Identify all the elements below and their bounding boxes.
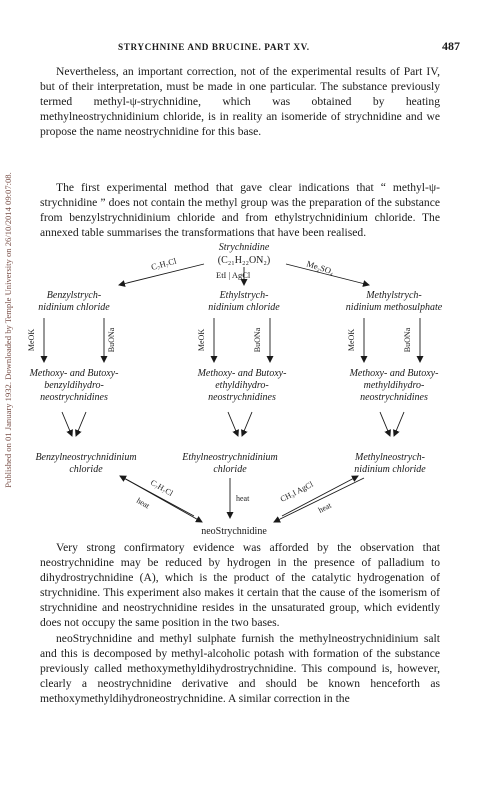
- ethyl-salt-line-2: nidinium chloride: [208, 302, 280, 313]
- benzylneo-salt-line-2: chloride: [69, 464, 103, 475]
- paragraph-3: Very strong confirmatory evidence was afforded by the observation that neostrychnidine may be reduced by hydrogen in the presence of palladium to dihydrostrychnidine (A), which is the product of the catalytic hydrogenation of strychnidine. This experiment also makes it certain that the cause of the isomerism of strychnidine and neostrychnidine resides in the unsaturated group, which evidently does not occupy the same position in the two bases.: [40, 541, 440, 630]
- arrow-ethyl-converge-left: [228, 412, 238, 436]
- label-heat-center: heat: [236, 494, 250, 503]
- methyl-ethers-line-1: Methoxy- and Butoxy-: [349, 368, 439, 379]
- methyl-salt-line-1: Methylstrych-: [366, 290, 422, 301]
- running-head: STRYCHNINE AND BRUCINE. PART XV.: [118, 42, 310, 52]
- methyl-ethers-line-2: methyldihydro-: [363, 380, 425, 391]
- strychnidine-formula: (C₂₁H₂₂ON₂): [217, 255, 271, 266]
- ethylneo-salt-line-1: Ethylneostrychnidinium: [182, 452, 278, 463]
- ethyl-ethers-line-1: Methoxy- and Butoxy-: [197, 368, 287, 379]
- strychnidine-name: Strychnidine: [218, 242, 270, 253]
- arrow-methyl-converge-left: [380, 412, 390, 436]
- methyl-buona-label: BuONa: [403, 327, 412, 353]
- benzyl-ethers-line-3: neostrychnidines: [40, 392, 108, 403]
- arrow-benzyl-converge-right: [76, 412, 86, 436]
- ethyl-buona-label: BuONa: [253, 327, 262, 353]
- label-heat-right: heat: [316, 500, 333, 515]
- ethylneo-salt-line-2: chloride: [213, 464, 247, 475]
- neostrychnidine-product: neoStrychnidine: [201, 526, 267, 537]
- ethyl-meok-label: MeOK: [197, 328, 206, 352]
- label-heat-left: heat: [135, 495, 152, 511]
- paragraph-2: The first experimental method that gave clear indications that “ methyl-ψ-strychnidine ” does not contain the methyl group was the preparation of the substance from benzylstrychnidinium chloride and from ethylstrychnidinium chloride. The annexed table summarises the transformations that have been realised.: [40, 181, 440, 240]
- methylneo-salt-line-2: nidinium chloride: [354, 464, 426, 475]
- download-watermark-text: Published on 01 January 1932. Downloaded by Temple University on 26/10/2014 09:07:08.: [3, 172, 13, 488]
- benzyl-salt-line-2: nidinium chloride: [38, 302, 110, 313]
- reagent-methyl-sulphate: Me₂SO₄: [305, 258, 336, 277]
- page-number: 487: [442, 39, 460, 53]
- label-benzyl-chloride-lower: C₇H₇Cl: [149, 477, 175, 498]
- benzyl-buona-label: BuONa: [107, 327, 116, 353]
- benzylneo-salt-line-1: Benzylneostrychnidinium: [35, 452, 137, 463]
- paragraph-1: Nevertheless, an important correction, not of the experimental results of Part IV, but of their interpretation, must be made in one particular. The substance previously termed methyl-ψ-strychnidine, which was obtained by heating methylneostrychnidinium chloride, is in reality an isomeride of strychnidine and we propose the name neostrychnidine for this base.: [40, 65, 440, 139]
- benzyl-ethers-line-1: Methoxy- and Butoxy-: [29, 368, 119, 379]
- benzyl-ethers-line-2: benzyldihydro-: [44, 380, 104, 391]
- arrow-ethyl-converge-right: [242, 412, 252, 436]
- methylneo-salt-line-1: Methylneostrych-: [355, 452, 425, 463]
- reagent-benzyl-chloride: C₇H₇Cl: [149, 255, 178, 272]
- methyl-meok-label: MeOK: [347, 328, 356, 352]
- reaction-scheme: [27, 240, 454, 538]
- arrow-methyl-converge-right: [394, 412, 404, 436]
- methyl-salt-line-2: nidinium methosulphate: [345, 302, 443, 313]
- ethyl-ethers-line-3: neostrychnidines: [208, 392, 276, 403]
- label-methyl-iodide: CH₃I AgCl: [278, 479, 315, 504]
- paragraph-4: neoStrychnidine and methyl sulphate furnish the methylneostrychnidinium salt and this is decomposed by methyl-alcoholic potash with formation of the substance previously called methoxymethyldihydrostrychnidine. This compound is, however, clearly a neostrychnidine derivative and should be known henceforth as methoxymethyldihydroneostrychnidine. A similar correction in the: [40, 632, 440, 706]
- download-watermark: [1, 70, 15, 590]
- benzyl-meok-label: MeOK: [27, 328, 36, 352]
- ethyl-ethers-line-2: ethyldihydro-: [215, 380, 269, 391]
- ethyl-salt-line-1: Ethylstrych-: [219, 290, 269, 301]
- methyl-ethers-line-3: neostrychnidines: [360, 392, 428, 403]
- arrow-benzyl-converge-left: [62, 412, 72, 436]
- benzyl-salt-line-1: Benzylstrych-: [46, 290, 102, 301]
- reagent-ethyl-iodide: EtI | AgCl: [216, 270, 251, 280]
